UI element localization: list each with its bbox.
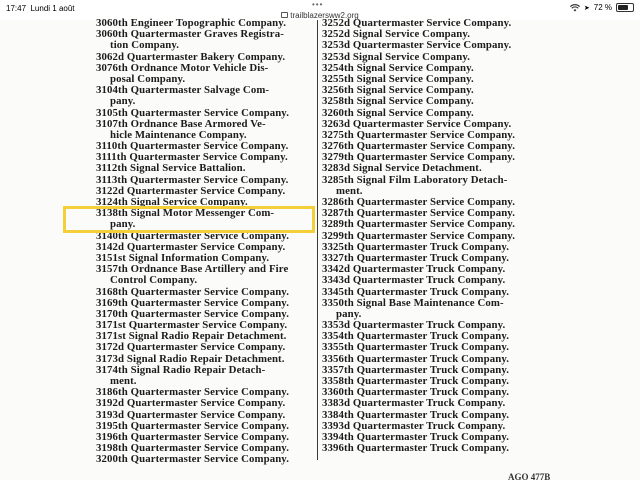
list-item: 3122d Quartermaster Service Company. — [96, 184, 286, 197]
list-item: 3140th Quartermaster Service Company. — [96, 229, 290, 242]
list-item: 3358th Quartermaster Truck Company. — [322, 375, 510, 387]
list-item: 3151st Signal Information Company. — [96, 251, 270, 264]
list-item: 3394th Quartermaster Truck Company. — [322, 430, 510, 443]
list-item: 3256th Signal Service Company. — [322, 84, 474, 97]
list-item: 3110th Quartermaster Service Company. — [96, 140, 289, 153]
list-item: 3060th Quartermaster Graves Registra- — [96, 28, 284, 41]
list-item: 3343d Quartermaster Truck Company. — [322, 274, 506, 287]
list-item: 3113th Quartermaster Service Company. — [96, 173, 289, 186]
list-item: 3253d Quartermaster Service Company. — [322, 39, 512, 52]
list-item: 3138th Signal Motor Messenger Com- — [96, 207, 275, 220]
list-item: 3275th Quartermaster Service Company. — [322, 128, 516, 141]
list-item: 3104th Quartermaster Salvage Com- — [96, 84, 270, 97]
list-item: 3354th Quartermaster Truck Company. — [322, 330, 510, 343]
highlight-box — [63, 206, 315, 233]
list-item: 3171st Signal Radio Repair Detachment. — [96, 330, 287, 343]
list-item: 3172d Quartermaster Service Company. — [96, 341, 286, 354]
status-time-date: 17:47 Lundi 1 août — [6, 4, 75, 13]
list-item: ment. — [110, 375, 137, 387]
list-item: 3142d Quartermaster Service Company. — [96, 240, 286, 253]
list-item: 3170th Quartermaster Service Company. — [96, 307, 290, 320]
list-item: 3345th Quartermaster Truck Company. — [322, 285, 510, 298]
wifi-icon — [570, 4, 580, 12]
list-item: 3252d Signal Service Company. — [322, 28, 471, 41]
list-item: pany. — [110, 95, 136, 108]
list-item: hicle Maintenance Company. — [110, 128, 247, 141]
list-item: 3157th Ordnance Base Artillery and Fire — [96, 263, 289, 276]
list-item: 3168th Quartermaster Service Company. — [96, 285, 290, 298]
left-column — [96, 18, 314, 466]
list-item: 3169th Quartermaster Service Company. — [96, 296, 290, 309]
list-item: 3356th Quartermaster Truck Company. — [322, 352, 510, 365]
list-item: 3286th Quartermaster Service Company. — [322, 196, 516, 208]
list-item: 3327th Quartermaster Truck Company. — [322, 251, 510, 264]
status-right — [570, 3, 634, 12]
list-item: 3076th Ordnance Motor Vehicle Dis- — [96, 61, 269, 74]
list-item: 3255th Signal Service Company. — [322, 72, 474, 85]
url-text: trailblazersww2.org — [290, 11, 359, 20]
right-column — [322, 18, 537, 454]
list-item: 3285th Signal Film Laboratory Detach- — [322, 173, 508, 186]
battery-percent: 72 % — [593, 3, 612, 12]
list-item: 3393d Quartermaster Truck Company. — [322, 419, 506, 432]
list-item: Control Company. — [110, 274, 198, 287]
list-item: 3254th Signal Service Company. — [322, 61, 474, 74]
list-item: 3112th Signal Service Battalion. — [96, 162, 246, 175]
list-item: 3396th Quartermaster Truck Company. — [322, 442, 510, 455]
list-item: 3107th Ordnance Base Armored Ve- — [96, 117, 266, 130]
list-item: 3111th Quartermaster Service Company. — [96, 151, 288, 164]
list-item: 3171st Quartermaster Service Company. — [96, 319, 288, 332]
list-item: 3355th Quartermaster Truck Company. — [322, 341, 510, 354]
list-item: posal Company. — [110, 72, 186, 85]
list-item: 3342d Quartermaster Truck Company. — [322, 263, 506, 276]
list-item: 3196th Quartermaster Service Company. — [96, 430, 290, 443]
list-item: 3198th Quartermaster Service Company. — [96, 442, 290, 455]
list-item: pany. — [110, 218, 136, 231]
list-item: 3105th Quartermaster Service Company. — [96, 106, 290, 119]
list-item: 3192d Quartermaster Service Company. — [96, 397, 286, 410]
list-item: 3174th Signal Radio Repair Detach- — [96, 363, 266, 376]
list-item: tion Company. — [110, 39, 180, 52]
list-item: 3253d Signal Service Company. — [322, 50, 471, 63]
list-item: 3299th Quartermaster Service Company. — [322, 229, 516, 242]
list-item: 3279th Quartermaster Service Company. — [322, 151, 516, 164]
list-item: 3124th Signal Service Company. — [96, 196, 248, 208]
list-item: 3200th Quartermaster Service Company. — [96, 453, 290, 466]
list-item: 3252d Quartermaster Service Company. — [322, 17, 512, 29]
list-item: 3357th Quartermaster Truck Company. — [322, 363, 510, 376]
battery-icon — [616, 3, 634, 12]
more-dots-icon[interactable]: ••• — [312, 0, 324, 9]
list-item: 3287th Quartermaster Service Company. — [322, 207, 516, 220]
list-item: 3289th Quartermaster Service Company. — [322, 218, 516, 231]
list-item: 3276th Quartermaster Service Company. — [322, 140, 516, 153]
column-divider — [317, 20, 318, 460]
list-item: 3195th Quartermaster Service Company. — [96, 419, 290, 432]
list-item: 3062d Quartermaster Bakery Company. — [96, 50, 286, 63]
list-item: ment. — [336, 184, 363, 197]
list-item: 3360th Quartermaster Truck Company. — [322, 386, 510, 399]
list-item: 3283d Signal Service Detachment. — [322, 162, 482, 175]
list-item: pany. — [336, 307, 362, 320]
list-item: 3383d Quartermaster Truck Company. — [322, 397, 506, 410]
list-item: 3263d Quartermaster Service Company. — [322, 117, 512, 130]
list-item: 3350th Signal Base Maintenance Com- — [322, 296, 504, 309]
list-item: 3260th Signal Service Company. — [322, 106, 474, 119]
list-item: 3186th Quartermaster Service Company. — [96, 386, 290, 399]
list-item: 3193d Quartermaster Service Company. — [96, 408, 286, 421]
list-item: 3173d Signal Radio Repair Detachment. — [96, 352, 285, 365]
list-item: 3353d Quartermaster Truck Company. — [322, 319, 506, 332]
location-icon: ➤ — [583, 4, 590, 12]
list-item: 3384th Quartermaster Truck Company. — [322, 408, 510, 421]
list-item: 3325th Quartermaster Truck Company. — [322, 240, 510, 253]
footer-code: AGO 477B — [508, 472, 551, 482]
list-item: 3060th Engineer Topographic Company. — [96, 17, 286, 29]
list-item: 3258th Signal Service Company. — [322, 95, 474, 108]
